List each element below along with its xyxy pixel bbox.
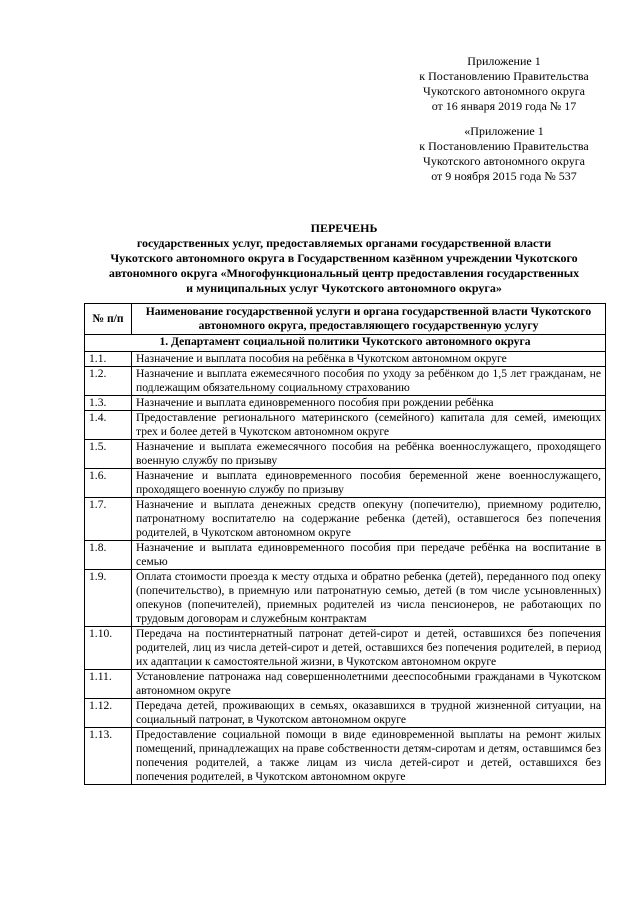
header-name: Наименование государственной услуги и органа государственной власти Чукотского автономного округа, предоставляющего государственную услугу <box>132 304 606 335</box>
row-num: 1.7. <box>85 498 132 541</box>
row-num: 1.5. <box>85 440 132 469</box>
row-num: 1.10. <box>85 627 132 670</box>
table-row <box>85 396 606 411</box>
table-row <box>85 411 606 440</box>
appendix-current-line: от 16 января 2019 года № 17 <box>431 99 577 113</box>
appendix-original-line: «Приложение 1 <box>464 124 544 138</box>
appendix-original-header <box>398 124 610 184</box>
title-line: и муниципальных услуг Чукотского автономного округа» <box>186 281 502 295</box>
row-text: Назначение и выплата денежных средств опекуну (попечителю), приемному родителю, патронатному воспитателю на содержание ребенка (детей), оставшегося без попечения родителей, в Чукотском автономном округе <box>132 498 606 541</box>
row-text: Назначение и выплата единовременного пособия при передаче ребёнка на воспитание в семью <box>132 541 606 570</box>
table-row <box>85 670 606 699</box>
table-row <box>85 541 606 570</box>
table-row <box>85 367 606 396</box>
title-line: государственных услуг, предоставляемых органами государственной власти <box>136 236 552 250</box>
table-row <box>85 570 606 627</box>
header-num: № п/п <box>85 304 132 335</box>
services-table <box>84 303 606 785</box>
appendix-current-line: к Постановлению Правительства <box>419 69 589 83</box>
row-text: Предоставление регионального материнского (семейного) капитала для семей, имеющих трех и более детей в Чукотском автономном округе <box>132 411 606 440</box>
row-text: Назначение и выплата пособия на ребёнка в Чукотском автономном округе <box>132 352 606 367</box>
row-text: Назначение и выплата ежемесячного пособия на ребёнка военнослужащего, проходящего военную службу по призыву <box>132 440 606 469</box>
document-title <box>82 221 606 296</box>
appendix-original-line: Чукотского автономного округа <box>423 154 585 168</box>
section-title: 1. Департамент социальной политики Чукотского автономного округа <box>85 335 606 352</box>
row-text: Передача на постинтернатный патронат детей-сирот и детей, оставшихся без попечения родителей, лиц из числа детей-сирот и детей, оставшихся без попечения родителей, в период их адаптации к самостоятельной жизни, в Чукотском автономном округе <box>132 627 606 670</box>
table-row <box>85 498 606 541</box>
table-row <box>85 699 606 728</box>
appendix-current-line: Приложение 1 <box>467 54 541 68</box>
row-num: 1.6. <box>85 469 132 498</box>
row-num: 1.3. <box>85 396 132 411</box>
row-text: Установление патронажа над совершеннолетними дееспособными гражданами в Чукотском автономном округе <box>132 670 606 699</box>
table-row <box>85 469 606 498</box>
table-header-row <box>85 304 606 335</box>
row-num: 1.9. <box>85 570 132 627</box>
row-num: 1.4. <box>85 411 132 440</box>
appendix-original-line: от 9 ноября 2015 года № 537 <box>431 169 577 183</box>
row-text: Назначение и выплата единовременного пособия при рождении ребёнка <box>132 396 606 411</box>
row-text: Оплата стоимости проезда к месту отдыха и обратно ребенка (детей), переданного под опеку (попечительство), в приемную или патронатную семью, детей (в том числе усыновленных) опекунов (попечителей), приемных родителей из числа пенсионеров, не работающих по трудовым договорам и служебным контрактам <box>132 570 606 627</box>
row-num: 1.8. <box>85 541 132 570</box>
appendix-original-line: к Постановлению Правительства <box>419 139 589 153</box>
table-row <box>85 440 606 469</box>
section-row <box>85 335 606 352</box>
table-row <box>85 728 606 785</box>
row-text: Предоставление социальной помощи в виде единовременной выплаты на ремонт жилых помещений, принадлежащих на праве собственности детям-сиротам и детям, оставшимся без попечения родителей, а также лицам из числа детей-сирот и детей, оставшихся без попечения родителей, в Чукотском автономном округе <box>132 728 606 785</box>
row-text: Назначение и выплата ежемесячного пособия по уходу за ребёнком до 1,5 лет гражданам, не подлежащим обязательному социальному страхованию <box>132 367 606 396</box>
row-text: Назначение и выплата единовременного пособия беременной жене военнослужащего, проходящего военную службу по призыву <box>132 469 606 498</box>
row-text: Передача детей, проживающих в семьях, оказавшихся в трудной жизненной ситуации, на социальный патронат, в Чукотском автономном округе <box>132 699 606 728</box>
row-num: 1.2. <box>85 367 132 396</box>
table-row <box>85 352 606 367</box>
row-num: 1.13. <box>85 728 132 785</box>
table-row <box>85 627 606 670</box>
title-line: Чукотского автономного округа в Государственном казённом учреждении Чукотского <box>110 251 578 265</box>
row-num: 1.12. <box>85 699 132 728</box>
row-num: 1.1. <box>85 352 132 367</box>
appendix-current-line: Чукотского автономного округа <box>423 84 585 98</box>
row-num: 1.11. <box>85 670 132 699</box>
appendix-current-header <box>398 54 610 114</box>
title-heading: ПЕРЕЧЕНЬ <box>310 221 378 235</box>
title-line: автономного округа «Многофункциональный центр предоставления государственных <box>108 266 580 280</box>
